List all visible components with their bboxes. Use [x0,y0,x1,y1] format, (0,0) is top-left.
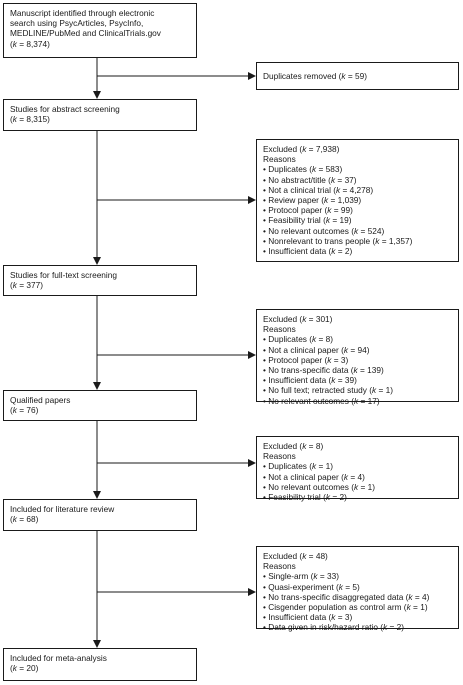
qualified-papers-count: (k = 76) [10,405,39,416]
literature-review-box [3,499,197,531]
review-reason-item: • Single-arm (k = 33) [263,571,452,581]
identification-line-3: MEDLINE/PubMed and ClinicalTrials.gov [10,28,161,39]
review-reason-item: • Data given in risk/hazard ratio (k = 2) [263,622,452,632]
abstract-reason-item: • No relevant outcomes (k = 524) [263,226,452,236]
qualified-reasons-label: Reasons [263,451,296,462]
abstract-reason-item: • Insufficient data (k = 2) [263,246,452,256]
meta-analysis-count: (k = 20) [10,663,39,674]
qualified-reason-item: • Duplicates (k = 1) [263,461,452,471]
qualified-excluded-title: Excluded (k = 8) [263,441,324,451]
abstract-screening-count: (k = 8,315) [10,114,50,125]
duplicates-removed-label: Duplicates removed (k = 59) [263,71,368,81]
review-excluded-title: Excluded (k = 48) [263,551,328,561]
abstract-excluded-title: Excluded (k = 7,938) [263,144,340,154]
abstract-reason-item: • Feasibility trial (k = 19) [263,215,452,225]
fulltext-screening-count: (k = 377) [10,280,43,291]
abstract-reason-item: • Not a clinical trial (k = 4,278) [263,185,452,195]
review-reason-item: • Insufficient data (k = 3) [263,612,452,622]
abstract-reasons-label: Reasons [263,154,296,165]
fulltext-reason-item: • No full text; retracted study (k = 1) [263,385,452,395]
review-excluded-box [256,546,459,633]
review-reasons-label: Reasons [263,561,296,572]
identification-count: (k = 8,374) [10,38,50,49]
review-reason-item: • No trans-specific disaggregated data (k = 4) [263,592,452,602]
identification-box [3,3,197,58]
fulltext-reason-item: • Not a clinical paper (k = 94) [263,345,452,355]
fulltext-reason-item: • No trans-specific data (k = 139) [263,365,452,375]
review-reason-item: • Cisgender population as control arm (k = 1) [263,602,452,612]
fulltext-excluded-box [256,309,459,406]
qualified-reason-item: • No relevant outcomes (k = 1) [263,482,452,492]
review-reason-item: • Quasi-experiment (k = 5) [263,582,452,592]
abstract-reason-item: • Duplicates (k = 583) [263,164,452,174]
qualified-reason-item: • Not a clinical paper (k = 4) [263,472,452,482]
fulltext-reasons-label: Reasons [263,324,296,335]
fulltext-excluded-title: Excluded (k = 301) [263,314,333,324]
literature-review-label: Included for literature review [10,504,115,514]
fulltext-screening-box [3,265,197,296]
fulltext-reason-item: • Duplicates (k = 8) [263,334,452,344]
qualified-excluded-box [256,436,459,503]
literature-review-count: (k = 68) [10,514,39,525]
fulltext-screening-label: Studies for full-text screening [10,270,117,280]
abstract-reason-item: • Nonrelevant to trans people (k = 1,357) [263,236,452,246]
fulltext-reason-item: • Insufficient data (k = 39) [263,375,452,385]
fulltext-reason-item: • Protocol paper (k = 3) [263,355,452,365]
abstract-screening-label: Studies for abstract screening [10,104,120,114]
abstract-reason-item: • No abstract/title (k = 37) [263,175,452,185]
meta-analysis-label: Included for meta-analysis [10,653,107,663]
abstract-excluded-box [256,139,459,262]
abstract-screening-box [3,99,197,131]
duplicates-removed-box [256,62,459,90]
qualified-papers-box [3,390,197,421]
meta-analysis-box [3,648,197,681]
abstract-reason-item: • Protocol paper (k = 99) [263,205,452,215]
identification-line-1: Manuscript identified through electronic [10,8,155,18]
qualified-reason-item: • Feasibility trial (k = 2) [263,492,452,502]
identification-line-2: search using PsycArticles, PsycInfo, [10,18,144,29]
qualified-papers-label: Qualified papers [10,395,71,405]
abstract-reason-item: • Review paper (k = 1,039) [263,195,452,205]
fulltext-reason-item: • No relevant outcomes (k = 17) [263,396,452,406]
